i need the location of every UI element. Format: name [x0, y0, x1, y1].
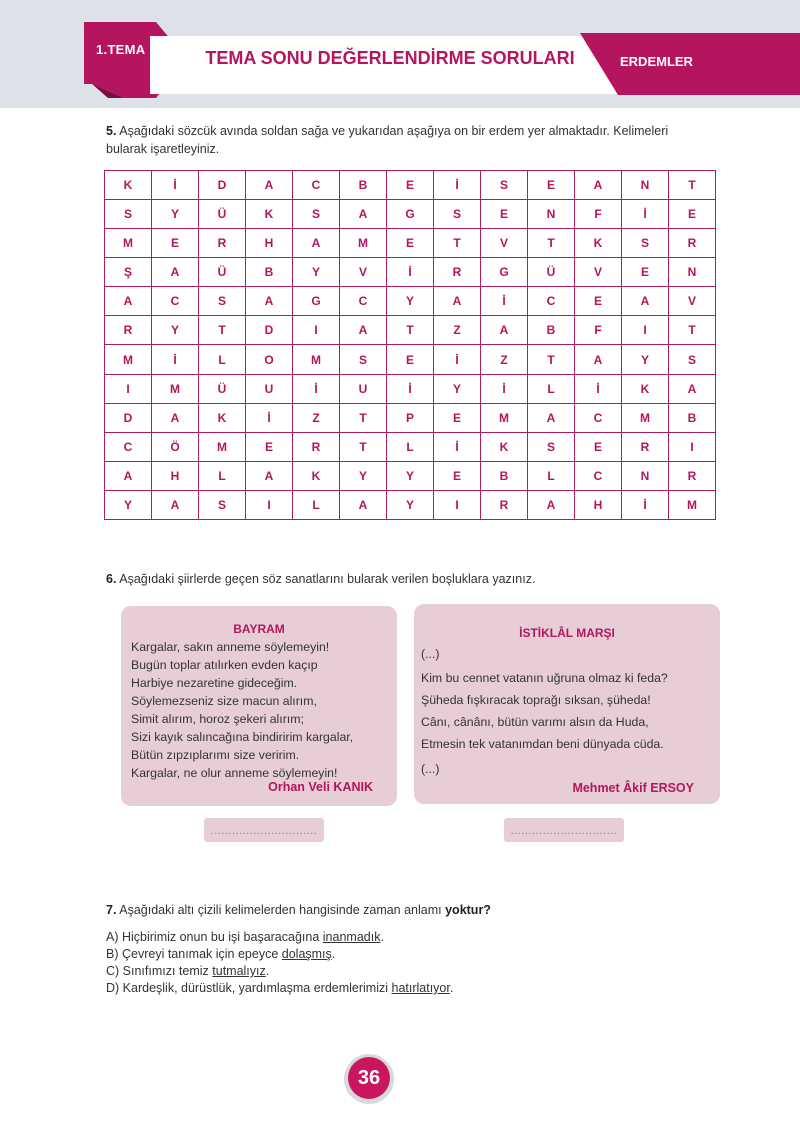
grid-cell[interactable]: M — [152, 374, 199, 403]
grid-cell[interactable]: A — [434, 287, 481, 316]
tema-label: 1.TEMA — [96, 42, 146, 57]
option-text: C) Sınıfımızı temiz — [106, 964, 213, 978]
grid-cell[interactable]: E — [434, 461, 481, 490]
grid-cell[interactable]: M — [340, 229, 387, 258]
grid-cell[interactable]: İ — [575, 374, 622, 403]
grid-cell[interactable]: R — [105, 316, 152, 345]
poem-line: Simit alırım, horoz şekeri alırım; — [131, 712, 304, 726]
grid-cell[interactable]: C — [575, 461, 622, 490]
grid-cell[interactable]: E — [152, 229, 199, 258]
question-5-text — [106, 122, 668, 158]
grid-cell[interactable]: Y — [387, 490, 434, 519]
grid-cell[interactable]: C — [293, 171, 340, 200]
grid-cell[interactable]: Ö — [152, 432, 199, 461]
grid-cell[interactable]: K — [622, 374, 669, 403]
grid-cell[interactable]: N — [622, 461, 669, 490]
grid-cell[interactable]: H — [575, 490, 622, 519]
grid-cell[interactable]: Y — [434, 374, 481, 403]
grid-cell[interactable]: V — [669, 287, 716, 316]
grid-cell[interactable]: T — [434, 229, 481, 258]
grid-cell[interactable]: M — [105, 229, 152, 258]
grid-row — [105, 432, 716, 461]
grid-cell[interactable]: Y — [340, 461, 387, 490]
section-label: ERDEMLER — [620, 54, 693, 69]
poem-author-istiklal: Mehmet Âkif ERSOY — [572, 781, 694, 795]
grid-row — [105, 229, 716, 258]
grid-cell[interactable]: K — [246, 200, 293, 229]
grid-cell[interactable]: R — [622, 432, 669, 461]
page-number-badge — [343, 1052, 395, 1104]
grid-row — [105, 461, 716, 490]
grid-cell[interactable]: G — [293, 287, 340, 316]
grid-cell[interactable]: M — [105, 345, 152, 374]
grid-cell[interactable]: E — [481, 200, 528, 229]
grid-cell[interactable]: B — [340, 171, 387, 200]
question-5-line1: Aşağıdaki sözcük avında soldan sağa ve yukarıdan aşağıya on bir erdem yer almaktadır. Kelimeleri — [119, 124, 669, 138]
page-title: TEMA SONU DEĞERLENDİRME SORULARI — [205, 48, 575, 68]
grid-cell[interactable]: F — [575, 200, 622, 229]
grid-cell[interactable]: K — [105, 171, 152, 200]
grid-cell[interactable]: N — [528, 200, 575, 229]
grid-row — [105, 490, 716, 519]
grid-cell[interactable]: I — [669, 432, 716, 461]
grid-cell[interactable]: K — [575, 229, 622, 258]
answer-option[interactable] — [106, 981, 453, 995]
grid-cell[interactable]: A — [528, 490, 575, 519]
grid-cell[interactable]: A — [105, 461, 152, 490]
poem-line: (...) — [421, 762, 440, 776]
poem-line: Bugün toplar atılırken evden kaçıp — [131, 658, 318, 672]
grid-cell[interactable]: U — [246, 374, 293, 403]
grid-cell[interactable]: E — [575, 432, 622, 461]
poem-line: Cânı, cânânı, bütün varımı alsın da Huda, — [421, 715, 649, 729]
grid-cell[interactable]: C — [152, 287, 199, 316]
poem-line: Söylemezseniz size macun alırım, — [131, 694, 317, 708]
poem-line: Kargalar, sakın anneme söylemeyin! — [131, 640, 330, 654]
grid-cell[interactable]: L — [387, 432, 434, 461]
grid-cell[interactable]: T — [199, 316, 246, 345]
grid-row — [105, 345, 716, 374]
grid-row — [105, 171, 716, 200]
grid-cell[interactable]: R — [481, 490, 528, 519]
grid-cell[interactable]: E — [387, 171, 434, 200]
question-7-text — [106, 901, 491, 919]
grid-row — [105, 374, 716, 403]
poem-title-bayram: BAYRAM — [233, 622, 285, 636]
grid-cell[interactable]: T — [528, 345, 575, 374]
grid-cell[interactable]: E — [528, 171, 575, 200]
grid-cell[interactable]: A — [246, 171, 293, 200]
grid-cell[interactable]: İ — [622, 200, 669, 229]
grid-cell[interactable]: S — [105, 200, 152, 229]
grid-cell[interactable]: D — [246, 316, 293, 345]
grid-cell[interactable]: S — [622, 229, 669, 258]
grid-cell[interactable]: İ — [434, 171, 481, 200]
grid-cell[interactable]: F — [575, 316, 622, 345]
answer-blank-1[interactable]: .............................. — [204, 818, 324, 842]
grid-cell[interactable]: M — [669, 490, 716, 519]
grid-cell[interactable]: B — [528, 316, 575, 345]
grid-cell[interactable]: A — [152, 258, 199, 287]
grid-cell[interactable]: L — [199, 345, 246, 374]
grid-cell[interactable]: A — [152, 490, 199, 519]
grid-cell[interactable]: İ — [387, 374, 434, 403]
option-punctuation: . — [449, 981, 454, 995]
grid-cell[interactable]: A — [293, 229, 340, 258]
grid-cell[interactable]: K — [199, 403, 246, 432]
grid-cell[interactable]: A — [246, 461, 293, 490]
grid-row — [105, 287, 716, 316]
grid-cell[interactable]: İ — [246, 403, 293, 432]
poem-line: Bütün zıpzıplarımı size veririm. — [131, 748, 300, 762]
grid-cell[interactable]: İ — [387, 258, 434, 287]
grid-cell[interactable]: K — [481, 432, 528, 461]
grid-cell[interactable]: A — [669, 374, 716, 403]
grid-cell[interactable]: Ü — [199, 258, 246, 287]
grid-cell[interactable]: B — [669, 403, 716, 432]
grid-row — [105, 200, 716, 229]
grid-cell[interactable]: A — [152, 403, 199, 432]
grid-cell[interactable]: E — [575, 287, 622, 316]
poem-line: Şüheda fışkıracak toprağı sıksan, şüheda! — [421, 693, 651, 707]
question-6-prompt: Aşağıdaki şiirlerde geçen söz sanatlarını bularak verilen boşluklara yazınız. — [119, 572, 536, 586]
grid-cell[interactable]: L — [528, 374, 575, 403]
page-number: 36 — [357, 1067, 381, 1089]
grid-cell[interactable]: D — [105, 403, 152, 432]
grid-cell[interactable]: A — [105, 287, 152, 316]
grid-cell[interactable]: T — [340, 403, 387, 432]
option-text: A) Hiçbirimiz onun bu işi başaracağına — [106, 930, 323, 944]
grid-cell[interactable]: E — [387, 345, 434, 374]
poem-line: Kim bu cennet vatanın uğruna olmaz ki feda? — [421, 671, 668, 685]
grid-cell[interactable]: İ — [481, 374, 528, 403]
grid-cell[interactable]: Y — [152, 200, 199, 229]
grid-cell[interactable]: E — [434, 403, 481, 432]
grid-cell[interactable]: A — [528, 403, 575, 432]
grid-cell[interactable]: Ü — [199, 200, 246, 229]
grid-cell[interactable]: Z — [293, 403, 340, 432]
grid-cell[interactable]: T — [669, 316, 716, 345]
grid-cell[interactable]: A — [340, 316, 387, 345]
answer-option[interactable] — [106, 947, 335, 961]
grid-row — [105, 403, 716, 432]
grid-cell[interactable]: Y — [105, 490, 152, 519]
grid-row — [105, 258, 716, 287]
grid-cell[interactable]: U — [340, 374, 387, 403]
grid-cell[interactable]: İ — [622, 490, 669, 519]
grid-cell[interactable]: Y — [152, 316, 199, 345]
grid-cell[interactable]: T — [387, 316, 434, 345]
grid-cell[interactable]: A — [340, 200, 387, 229]
grid-cell[interactable]: S — [481, 171, 528, 200]
grid-cell[interactable]: L — [199, 461, 246, 490]
grid-cell[interactable]: A — [340, 490, 387, 519]
grid-cell[interactable]: Z — [481, 345, 528, 374]
grid-cell[interactable]: I — [105, 374, 152, 403]
grid-cell[interactable]: İ — [481, 287, 528, 316]
grid-cell[interactable]: I — [246, 490, 293, 519]
grid-cell[interactable]: S — [669, 345, 716, 374]
word-search-grid — [104, 170, 716, 520]
grid-cell[interactable]: A — [481, 316, 528, 345]
grid-cell[interactable]: A — [575, 171, 622, 200]
grid-cell[interactable]: A — [622, 287, 669, 316]
grid-cell[interactable]: E — [387, 229, 434, 258]
question-6-text — [106, 570, 535, 588]
poem-author-bayram: Orhan Veli KANIK — [268, 780, 373, 794]
grid-cell[interactable]: I — [434, 490, 481, 519]
option-underlined-word: hatırlatıyor — [391, 981, 450, 995]
grid-cell[interactable]: M — [622, 403, 669, 432]
grid-cell[interactable]: M — [293, 345, 340, 374]
grid-cell[interactable]: D — [199, 171, 246, 200]
grid-cell[interactable]: R — [669, 461, 716, 490]
poem-line: Kargalar, ne olur anneme söylemeyin! — [131, 766, 338, 780]
grid-cell[interactable]: Y — [387, 461, 434, 490]
grid-cell[interactable]: R — [199, 229, 246, 258]
grid-cell[interactable]: R — [293, 432, 340, 461]
grid-cell[interactable]: P — [387, 403, 434, 432]
poem-line: Sizi kayık salıncağına bindiririm kargalar, — [131, 730, 354, 744]
grid-cell[interactable]: I — [622, 316, 669, 345]
question-7-keyword: yoktur? — [445, 903, 491, 917]
grid-cell[interactable]: S — [340, 345, 387, 374]
grid-cell[interactable]: Ü — [528, 258, 575, 287]
grid-cell[interactable]: İ — [434, 432, 481, 461]
grid-cell[interactable]: R — [434, 258, 481, 287]
grid-cell[interactable]: S — [528, 432, 575, 461]
grid-cell[interactable]: Y — [293, 258, 340, 287]
grid-cell[interactable]: İ — [152, 345, 199, 374]
grid-cell[interactable]: E — [622, 258, 669, 287]
answer-option[interactable] — [106, 930, 384, 944]
grid-cell[interactable]: Y — [387, 287, 434, 316]
question-5-number: 5. — [106, 124, 117, 138]
grid-cell[interactable]: K — [293, 461, 340, 490]
grid-cell[interactable]: C — [575, 403, 622, 432]
grid-cell[interactable]: M — [199, 432, 246, 461]
grid-cell[interactable]: C — [528, 287, 575, 316]
grid-cell[interactable]: Y — [622, 345, 669, 374]
grid-cell[interactable]: Z — [434, 316, 481, 345]
option-underlined-word: dolaşmış — [281, 947, 332, 961]
grid-cell[interactable]: C — [105, 432, 152, 461]
grid-cell[interactable]: B — [481, 461, 528, 490]
option-text: B) Çevreyi tanımak için epeyce — [106, 947, 282, 961]
poem-title-istiklal: İSTİKLÂL MARŞI — [519, 626, 615, 640]
grid-cell[interactable]: G — [481, 258, 528, 287]
grid-cell[interactable]: L — [528, 461, 575, 490]
grid-cell[interactable]: H — [246, 229, 293, 258]
grid-cell[interactable]: S — [434, 200, 481, 229]
grid-cell[interactable]: T — [340, 432, 387, 461]
poem-line: Etmesin tek vatanımdan beni dünyada cüda. — [421, 737, 664, 751]
grid-row — [105, 316, 716, 345]
poem-line: Harbiye nezaretine gideceğim. — [131, 676, 298, 690]
grid-cell[interactable]: M — [481, 403, 528, 432]
grid-cell[interactable]: A — [246, 287, 293, 316]
question-5-line2: bularak işaretleyiniz. — [106, 142, 220, 156]
grid-cell[interactable]: R — [669, 229, 716, 258]
grid-cell[interactable]: İ — [293, 374, 340, 403]
grid-cell[interactable]: İ — [152, 171, 199, 200]
option-punctuation: . — [380, 930, 384, 944]
grid-cell[interactable]: V — [481, 229, 528, 258]
grid-cell[interactable]: V — [340, 258, 387, 287]
grid-cell[interactable]: B — [246, 258, 293, 287]
grid-cell[interactable]: S — [199, 490, 246, 519]
grid-cell[interactable]: Ü — [199, 374, 246, 403]
answer-blank-2[interactable]: .............................. — [504, 818, 624, 842]
question-6-number: 6. — [106, 572, 117, 586]
grid-cell[interactable]: T — [669, 171, 716, 200]
grid-cell[interactable]: C — [340, 287, 387, 316]
grid-cell[interactable]: E — [669, 200, 716, 229]
grid-cell[interactable]: H — [152, 461, 199, 490]
grid-cell[interactable]: O — [246, 345, 293, 374]
grid-cell[interactable]: S — [199, 287, 246, 316]
question-7-number: 7. — [106, 903, 117, 917]
grid-cell[interactable]: A — [575, 345, 622, 374]
grid-cell[interactable]: İ — [434, 345, 481, 374]
grid-cell[interactable]: N — [669, 258, 716, 287]
grid-cell[interactable]: I — [293, 316, 340, 345]
grid-cell[interactable]: V — [575, 258, 622, 287]
option-underlined-word: inanmadık — [322, 930, 381, 944]
grid-cell[interactable]: Ş — [105, 258, 152, 287]
grid-cell[interactable]: S — [293, 200, 340, 229]
grid-cell[interactable]: G — [387, 200, 434, 229]
grid-cell[interactable]: L — [293, 490, 340, 519]
option-underlined-word: tutmalıyız — [212, 964, 266, 978]
grid-cell[interactable]: T — [528, 229, 575, 258]
option-text: D) Kardeşlik, dürüstlük, yardımlaşma erdemlerimizi — [106, 981, 392, 995]
question-7-prompt: Aşağıdaki altı çizili kelimelerden hangisinde zaman anlamı — [119, 903, 442, 917]
grid-cell[interactable]: N — [622, 171, 669, 200]
option-punctuation: . — [331, 947, 336, 961]
answer-option[interactable] — [106, 964, 269, 978]
grid-cell[interactable]: E — [246, 432, 293, 461]
option-punctuation: . — [265, 964, 270, 978]
poem-line: (...) — [421, 647, 440, 661]
